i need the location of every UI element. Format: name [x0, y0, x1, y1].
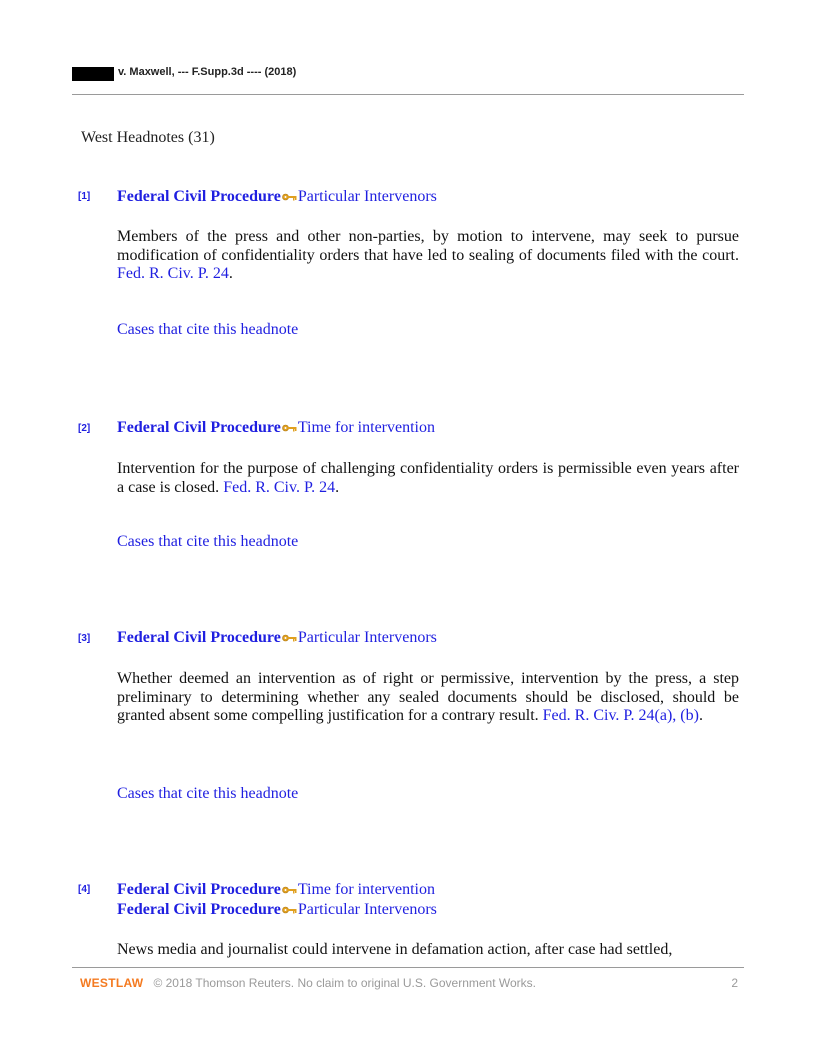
key-number-icon [282, 423, 297, 433]
headnote-number: [1] [78, 191, 91, 202]
headnote-number: [3] [78, 633, 91, 644]
redaction-bar [72, 67, 114, 81]
headnote-topic-line [117, 629, 437, 647]
subtopic-link[interactable]: Particular Intervenors [297, 188, 437, 205]
headnote-topic-line [117, 901, 437, 919]
headnote-text [117, 941, 739, 960]
topic-link[interactable]: Federal Civil Procedure [117, 188, 281, 205]
headnote-topic-line [117, 188, 437, 206]
headnote-text: Whether deemed an intervention as of right or permissive, intervention by the press, a step preliminary to determining whether any sealed documents should be disclosed, should be granted absent some compelling justification for a contrary result. Fed. R. Civ. P. 24(a), (b). [117, 670, 739, 724]
subtopic-link[interactable]: Time for intervention [297, 419, 435, 436]
headnote-body: Members of the press and other non-parties, by motion to intervene, may seek to pursue modification of confidentiality orders that have led to sealing of documents filed with the court. [117, 228, 739, 264]
subtopic-link[interactable]: Time for intervention [297, 881, 435, 898]
headnote-body: News media and journalist could intervene in defamation action, after case had settled, [117, 941, 673, 958]
headnote-topic-line [117, 419, 435, 437]
rule-citation-link[interactable]: Fed. R. Civ. P. 24 [117, 265, 229, 282]
key-number-icon [282, 192, 297, 202]
footer-divider [72, 967, 744, 968]
headnote-text: Members of the press and other non-parties, by motion to intervene, may seek to pursue modification of confidentiality orders that have led to sealing of documents filed with the court. Fed. R. Civ. P. 24. [117, 228, 739, 282]
running-header [72, 64, 744, 95]
topic-link[interactable]: Federal Civil Procedure [117, 881, 281, 898]
rule-citation-link[interactable]: Fed. R. Civ. P. 24 [223, 478, 336, 496]
cases-cite-link[interactable]: Cases that cite this headnote [117, 785, 299, 802]
page-footer [80, 976, 738, 990]
key-number-icon [282, 633, 297, 643]
key-number-icon [282, 905, 297, 915]
headnote-topic-line [117, 881, 435, 899]
headnotes-title: West Headnotes (31) [81, 129, 215, 146]
topic-link[interactable]: Federal Civil Procedure [117, 901, 281, 918]
rule-citation-link[interactable]: Fed. R. Civ. P. 24(a), (b) [542, 707, 699, 724]
headnote-number: [2] [78, 423, 91, 434]
key-number-icon [282, 885, 297, 895]
headnote-body: Whether deemed an intervention as of right or permissive, intervention by the press, a step preliminary to determining whether any sealed documents should be disclosed, should be granted absent some compelling justification for a contrary result. [117, 670, 739, 724]
subtopic-link[interactable]: Particular Intervenors [297, 901, 437, 918]
headnote-number: [4] [78, 884, 91, 895]
cases-cite-link[interactable]: Cases that cite this headnote [117, 321, 299, 338]
westlaw-logo: WESTLAW [80, 976, 144, 990]
headnote-body: Intervention for the purpose of challenging confidentiality orders is permissible even years after a case is closed. [117, 460, 739, 496]
subtopic-link[interactable]: Particular Intervenors [297, 629, 437, 646]
headnote-text: Intervention for the purpose of challenging confidentiality orders is permissible even years after a case is closed. Fed. R. Civ. P. 24. [117, 460, 739, 496]
topic-link[interactable]: Federal Civil Procedure [117, 629, 281, 646]
page-number: 2 [731, 976, 738, 990]
copyright-notice: © 2018 Thomson Reuters. No claim to original U.S. Government Works. [153, 976, 536, 990]
topic-link[interactable]: Federal Civil Procedure [117, 419, 281, 436]
case-citation: v. Maxwell, --- F.Supp.3d ---- (2018) [118, 66, 297, 78]
cases-cite-link[interactable]: Cases that cite this headnote [117, 533, 299, 550]
